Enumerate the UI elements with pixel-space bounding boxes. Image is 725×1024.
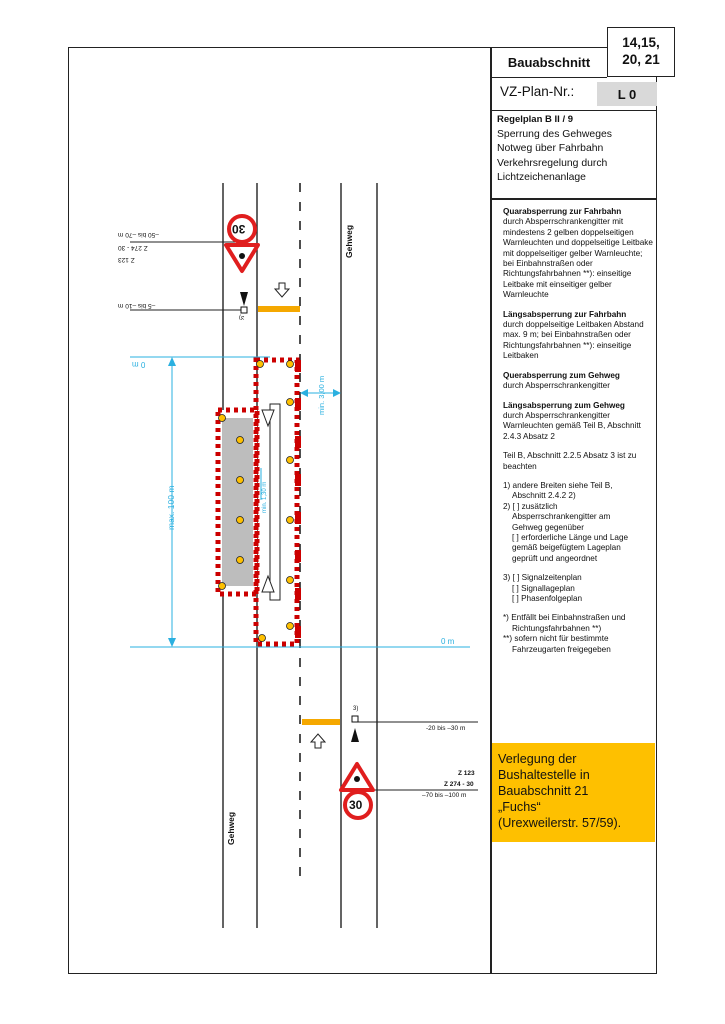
bottom-dist-far: –70 bis –100 m	[422, 792, 467, 799]
label-max100: max. 100 m	[166, 485, 176, 530]
label-min300: min. 3,00 m	[317, 375, 326, 415]
star-note-1: Richtungsfahrbahnen **)	[512, 623, 602, 633]
construction-site	[218, 360, 301, 644]
footnote-3: 3) [ ] Signalzeitenplan	[503, 573, 582, 583]
dim-arrow-up	[168, 357, 176, 366]
star-note-2: Fahrzeugarten freigegeben	[512, 644, 611, 654]
regelplan-line: Sperrung des Gehweges	[497, 128, 612, 140]
warning-light	[287, 577, 294, 584]
vz-plan-value: L 0	[597, 82, 657, 106]
footnote-2: geprüft und angeordnet	[512, 553, 598, 563]
footnote-2: [ ] erforderliche Länge und Lage	[512, 532, 629, 542]
top-sign-number: 30	[232, 222, 246, 236]
bauabschnitt-number-line1: 14,15,	[622, 35, 660, 50]
note-line: Bushaltestelle in	[498, 768, 590, 782]
laengs-gehweg-text: durch Absperrschrankengitter Warnleuchten gemäß Teil B, Abschnitt 2.4.3 Absatz 2	[503, 410, 641, 441]
dim-arrow-left	[300, 389, 308, 397]
top-dist-near: –5 bis –10 m	[118, 302, 156, 309]
quer-gehweg-title: Querabsperrung zum Gehweg	[503, 370, 620, 380]
warning-light	[287, 517, 294, 524]
laengs-gehweg-title: Längsabsperrung zum Gehweg	[503, 400, 625, 410]
footnote-2: Gehweg gegenüber	[512, 522, 584, 532]
footnote-2: 2) [ ] zusätzlich	[503, 501, 558, 511]
regelplan-line: Lichtzeichenanlage	[497, 172, 586, 184]
regelplan-line: Verkehrsregelung durch	[497, 157, 608, 169]
regelplan-line: Notweg über Fahrbahn	[497, 143, 604, 155]
bottom-z274: Z 274 - 30	[444, 781, 474, 788]
signal-box-top	[241, 307, 247, 313]
signal-box-bottom	[352, 716, 358, 722]
warning-light	[287, 361, 294, 368]
gehweg-label-right: Gehweg	[344, 224, 354, 258]
leitbake	[295, 360, 301, 372]
stop-bar-bottom	[302, 719, 340, 725]
label-3-top: 3)	[239, 314, 245, 320]
footnote-1: 1) andere Breiten siehe Teil B,	[503, 480, 613, 490]
laengs-fahrbahn-text: durch doppelseitige Leitbaken Abstand max. 9 m; bei Einbahnstraßen oder Richtungsfahrbahnen **): einseitige Leitbaken	[503, 320, 644, 361]
star-note-1: *) Entfällt bei Einbahnstraßen und	[503, 613, 626, 623]
warning-light	[219, 583, 226, 590]
warning-light	[287, 623, 294, 630]
warning-light	[257, 361, 264, 368]
warning-light	[237, 557, 244, 564]
arrow-up-icon	[311, 734, 325, 748]
quer-fahrbahn-text: durch Absperrschrankengitter mit mindestens 2 gelben doppelseitigen Warnleuchten und doppelseitige Leitbake mit doppelseitiger gelber Warnleuchte; bei Einbahnstraßen oder Richtungsfahrbahnen **): einseitige Leitbake mit einseitiger gelber Warnleuchte	[503, 217, 653, 300]
worker-figure-top	[239, 253, 245, 259]
label-0m-top: 0 m	[132, 360, 146, 369]
note-line: (Urexweilerstr. 57/59).	[498, 816, 622, 830]
warning-light	[237, 477, 244, 484]
footnote-2: Absperrschrankengitter am	[512, 512, 611, 522]
bottom-z123: Z 123	[458, 770, 475, 777]
warning-light	[287, 457, 294, 464]
note-line: Bauabschnitt 21	[498, 784, 589, 798]
worker-figure-bottom	[354, 776, 360, 782]
arrow-down-icon	[275, 283, 289, 297]
dim-arrow-right	[333, 389, 341, 397]
leitbake	[295, 398, 301, 410]
footnote-1: Abschnitt 2.4.2 2)	[512, 491, 576, 501]
leitbake	[295, 474, 301, 486]
gehweg-label-left: Gehweg	[226, 811, 236, 845]
signal-head-bottom-icon	[351, 728, 359, 742]
leitbake	[295, 588, 301, 600]
vz-plan-label: VZ-Plan-Nr.:	[500, 84, 575, 99]
top-z123: Z 123	[118, 256, 135, 263]
footnote-2: gemäß beigefügtem Lageplan	[512, 543, 621, 553]
laengs-fahrbahn-title: Längsabsperrung zur Fahrbahn	[503, 309, 627, 319]
leitbake	[295, 626, 301, 638]
bottom-dist-near: -20 bis –30 m	[426, 725, 466, 732]
bottom-sign-number: 30	[349, 798, 363, 812]
regelplan-title: Regelplan B II / 9	[497, 114, 574, 125]
footnote-3: [ ] Phasenfolgeplan	[512, 594, 583, 603]
warning-light	[287, 399, 294, 406]
signal-head-top-icon	[240, 292, 248, 306]
label-3-bottom: 3)	[353, 706, 359, 712]
leitbake	[295, 512, 301, 524]
bauabschnitt-number-line2: 20, 21	[622, 52, 660, 67]
quer-fahrbahn-title: Quarabsperrung zur Fahrbahn	[503, 207, 622, 216]
warning-light	[219, 415, 226, 422]
star-note-2: **) sofern nicht für bestimmte	[503, 634, 609, 644]
stop-bar-top	[258, 306, 300, 312]
top-dist-far: –50 bis –70 m	[118, 231, 159, 238]
label-min130: min. 1,30 m	[262, 481, 268, 513]
note-line: „Fuchs“	[498, 800, 541, 814]
note-line: Verlegung der	[498, 752, 577, 766]
label-0m-bottom: 0 m	[441, 637, 455, 646]
dim-arrow-down	[168, 638, 176, 647]
top-z274: Z 274 - 30	[118, 244, 148, 251]
quer-gehweg-text: durch Absperrschrankengitter	[503, 381, 610, 391]
warning-light	[237, 437, 244, 444]
bauabschnitt-label: Bauabschnitt	[491, 47, 607, 78]
warning-light	[237, 517, 244, 524]
leitbake	[295, 436, 301, 448]
walkway-path	[270, 404, 280, 600]
warning-light	[259, 635, 266, 642]
footnote-3: [ ] Signallageplan	[512, 583, 575, 593]
leitbake	[295, 550, 301, 562]
teil-b-note: Teil B, Abschnitt 2.2.5 Absatz 3 ist zu beachten	[503, 451, 637, 471]
